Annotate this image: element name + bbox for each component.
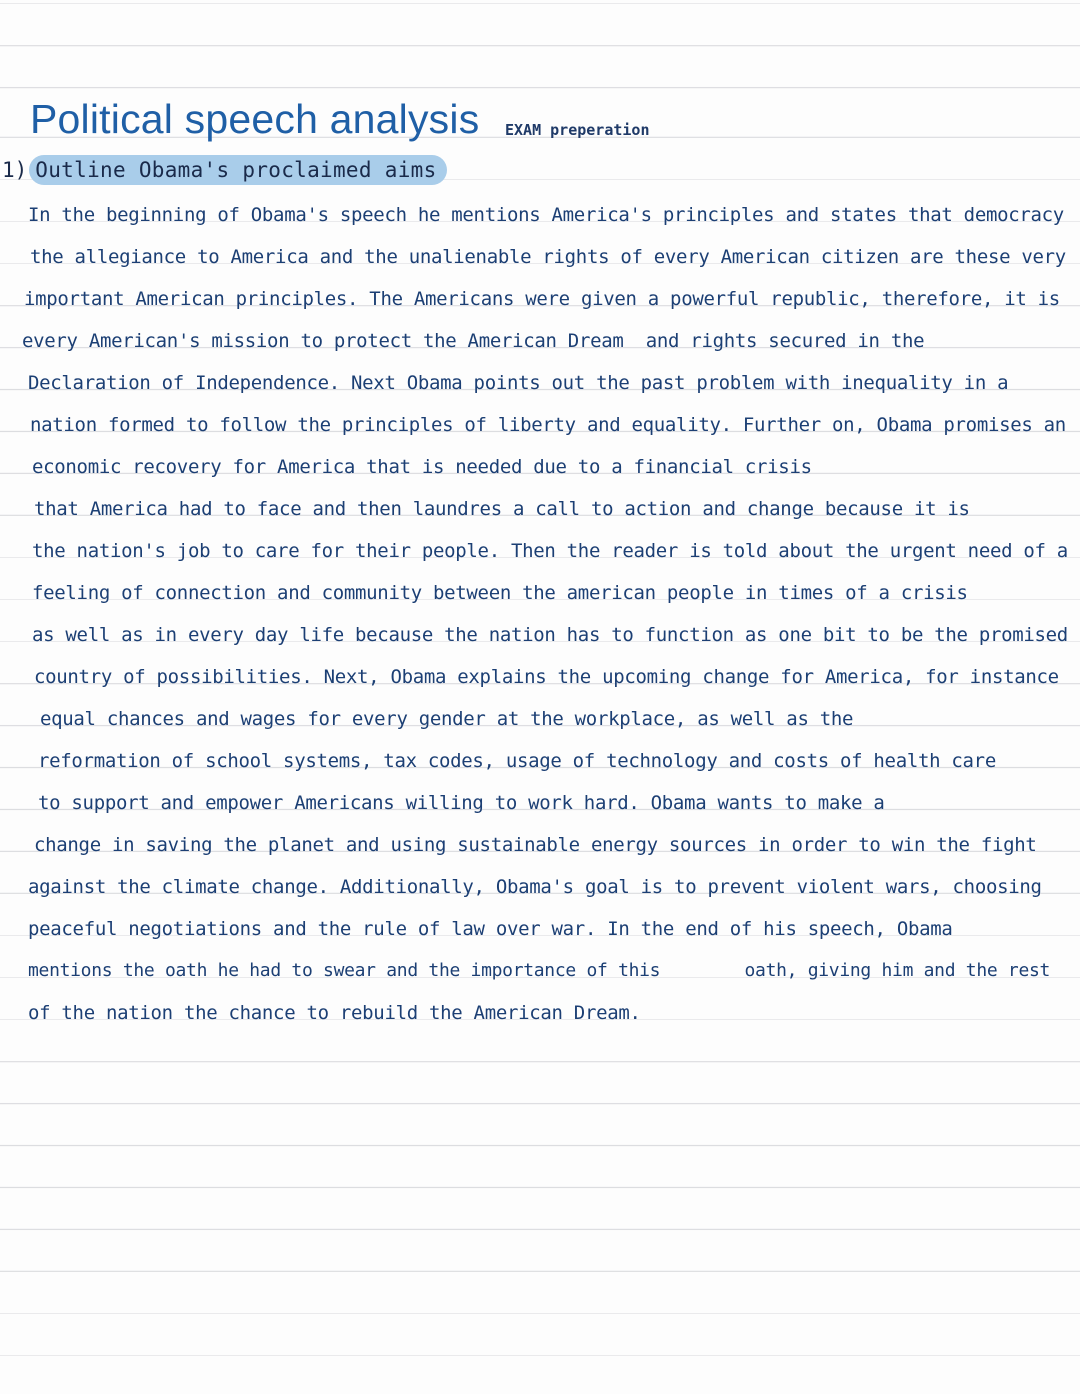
note-line: feeling of connection and community between the american people in times of a crisis <box>32 582 968 604</box>
section-heading-text: Outline Obama's proclaimed aims <box>29 155 446 185</box>
note-line: Declaration of Independence. Next Obama points out the past problem with inequality in a <box>28 372 1009 394</box>
exam-preparation-label: EXAM preperation <box>505 121 650 139</box>
note-line: of the nation the chance to rebuild the American Dream. <box>28 1002 641 1024</box>
note-line: reformation of school systems, tax codes, usage of technology and costs of health care <box>38 750 996 772</box>
note-line: to support and empower Americans willing to work hard. Obama wants to make a <box>38 792 885 814</box>
note-line: as well as in every day life because the nation has to function as one bit to be the promised <box>32 624 1068 646</box>
note-line: mentions the oath he had to swear and the importance of this oath, giving him and the rest <box>28 960 1051 981</box>
note-line: important American principles. The Americans were given a powerful republic, therefore, it is <box>24 288 1060 310</box>
section-number: 1) <box>2 158 28 182</box>
note-line: economic recovery for America that is needed due to a financial crisis <box>32 456 812 478</box>
handwritten-notes <box>0 194 1080 1034</box>
note-line: that America had to face and then laundres a call to action and change because it is <box>34 498 970 520</box>
note-line: against the climate change. Additionally, Obama's goal is to prevent violent wars, choosing <box>28 876 1042 898</box>
page-title: Political speech analysis <box>30 96 480 142</box>
section-heading <box>2 154 447 186</box>
note-line: country of possibilities. Next, Obama explains the upcoming change for America, for instance <box>34 666 1059 688</box>
note-line: peaceful negotiations and the rule of law over war. In the end of his speech, Obama <box>28 918 953 940</box>
note-line: every American's mission to protect the American Dream and rights secured in the <box>22 330 925 352</box>
note-line: In the beginning of Obama's speech he mentions America's principles and states that democracy <box>28 204 1064 226</box>
note-line: equal chances and wages for every gender at the workplace, as well as the <box>40 708 854 730</box>
note-line: nation formed to follow the principles of liberty and equality. Further on, Obama promises an <box>30 414 1066 436</box>
note-line: the allegiance to America and the unalienable rights of every American citizen are these very <box>30 246 1066 268</box>
note-line: the nation's job to care for their people. Then the reader is told about the urgent need of a <box>32 540 1068 562</box>
note-line: change in saving the planet and using sustainable energy sources in order to win the fight <box>34 834 1037 856</box>
